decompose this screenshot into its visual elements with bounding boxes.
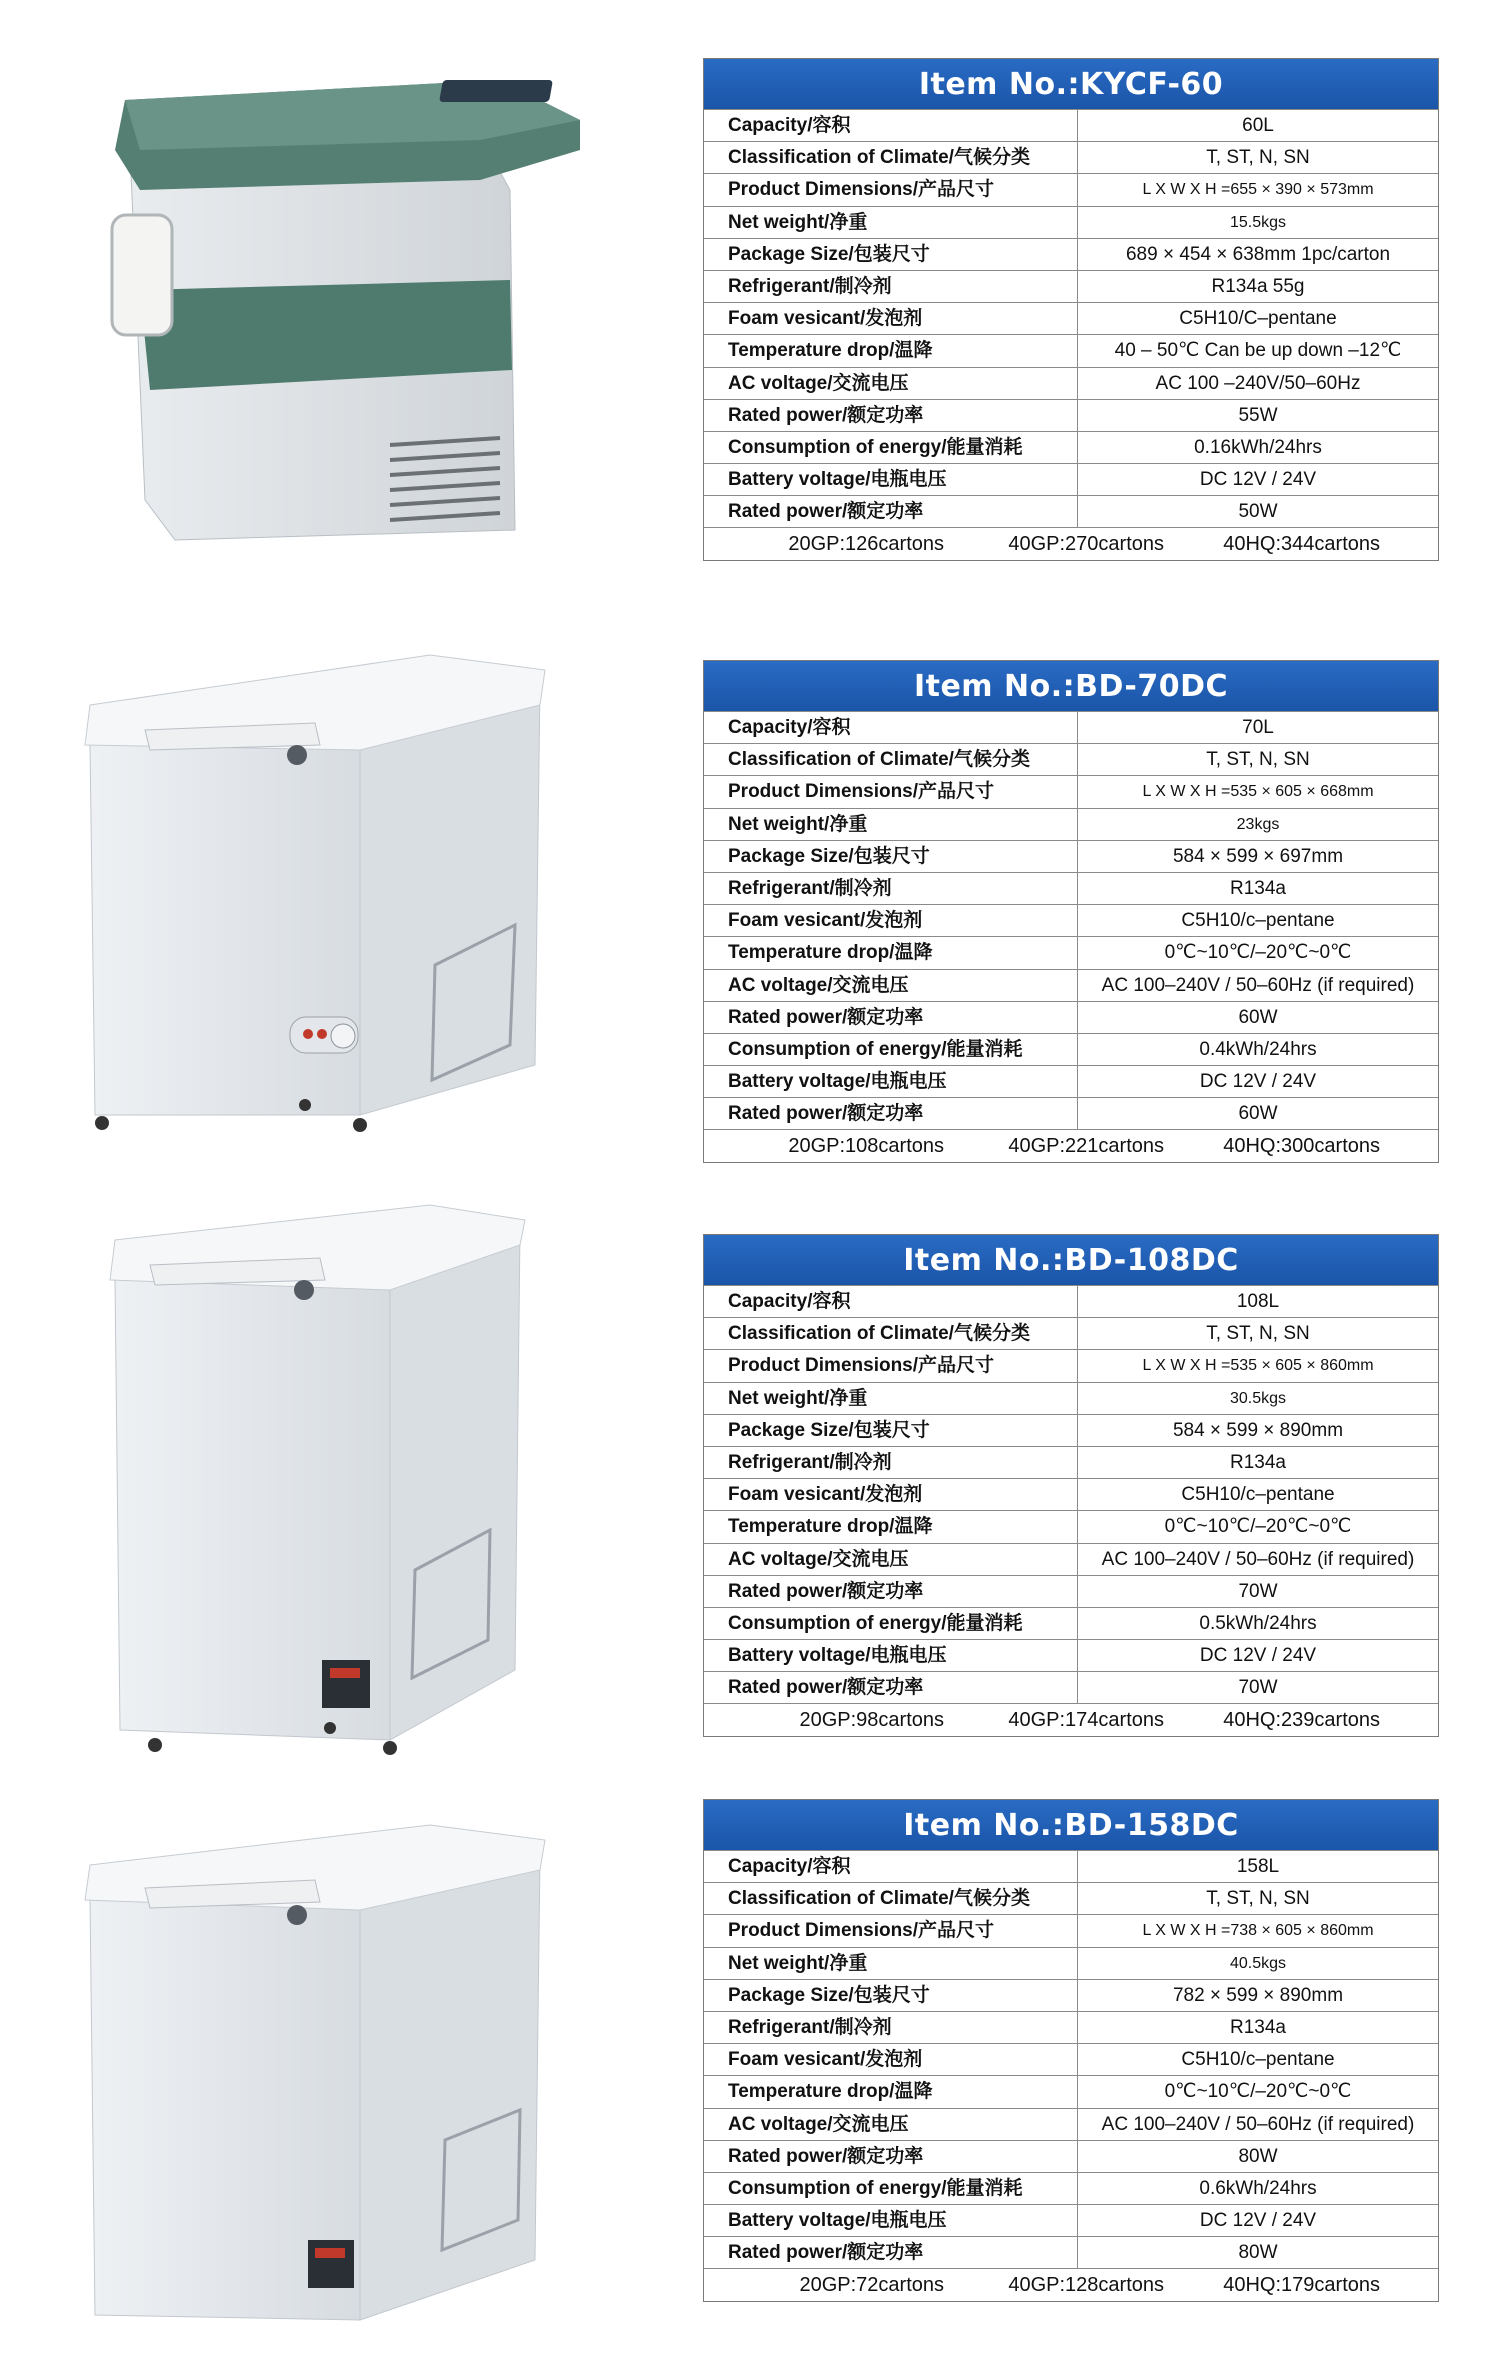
spec-row-climate: Classification of Climate/气候分类 T, ST, N, SN (704, 743, 1438, 775)
spec-row-refrigerant: Refrigerant/制冷剂 R134a 55g (704, 270, 1438, 302)
spec-row-climate: Classification of Climate/气候分类 T, ST, N, SN (704, 1882, 1438, 1914)
spec-row-rated-power: Rated power/额定功率 55W (704, 399, 1438, 431)
spec-row-climate: Classification of Climate/气候分类 T, ST, N, SN (704, 1317, 1438, 1349)
spec-row-rated-power-dc: Rated power/额定功率 70W (704, 1671, 1438, 1703)
product-image-bd-70dc (60, 645, 580, 1165)
spec-row-package-size: Package Size/包装尺寸 584 × 599 × 890mm (704, 1414, 1438, 1446)
spec-container-row: 20GP:126cartons 40GP:270cartons 40HQ:344cartons (704, 527, 1438, 560)
spec-row-energy: Consumption of energy/能量消耗 0.6kWh/24hrs (704, 2172, 1438, 2204)
spec-row-rated-power: Rated power/额定功率 80W (704, 2140, 1438, 2172)
spec-row-capacity: Capacity/容积 108L (704, 1285, 1438, 1317)
spec-row-battery-voltage: Battery voltage/电瓶电压 DC 12V / 24V (704, 1639, 1438, 1671)
product-image-bd-108dc (60, 1200, 580, 1780)
spec-row-net-weight: Net weight/净重 30.5kgs (704, 1382, 1438, 1414)
spec-row-rated-power: Rated power/额定功率 60W (704, 1001, 1438, 1033)
spec-row-package-size: Package Size/包装尺寸 584 × 599 × 697mm (704, 840, 1438, 872)
product-image-kycf-60 (60, 40, 580, 560)
spec-row-capacity: Capacity/容积 158L (704, 1850, 1438, 1882)
spec-table-kycf-60 (703, 58, 1439, 561)
spec-row-temperature: Temperature drop/温降 0℃~10℃/–20℃~0℃ (704, 2075, 1438, 2107)
spec-table-bd-108dc (703, 1234, 1439, 1737)
spec-table-bd-70dc (703, 660, 1439, 1163)
spec-row-foam: Foam vesicant/发泡剂 C5H10/c–pentane (704, 2043, 1438, 2075)
spec-row-net-weight: Net weight/净重 40.5kgs (704, 1947, 1438, 1979)
spec-row-foam: Foam vesicant/发泡剂 C5H10/C–pentane (704, 302, 1438, 334)
spec-row-dimensions: Product Dimensions/产品尺寸 L X W X H =655 × 390 × 573mm (704, 173, 1438, 205)
spec-row-climate: Classification of Climate/气候分类 T, ST, N, SN (704, 141, 1438, 173)
spec-row-capacity: Capacity/容积 60L (704, 109, 1438, 141)
spec-table-title: Item No.:BD-108DC (704, 1235, 1438, 1285)
spec-row-refrigerant: Refrigerant/制冷剂 R134a (704, 1446, 1438, 1478)
spec-row-ac-voltage: AC voltage/交流电压 AC 100–240V / 50–60Hz (if required) (704, 1543, 1438, 1575)
spec-row-battery-voltage: Battery voltage/电瓶电压 DC 12V / 24V (704, 1065, 1438, 1097)
spec-container-row: 20GP:72cartons 40GP:128cartons 40HQ:179cartons (704, 2268, 1438, 2301)
spec-row-dimensions: Product Dimensions/产品尺寸 L X W X H =535 × 605 × 668mm (704, 775, 1438, 807)
spec-row-foam: Foam vesicant/发泡剂 C5H10/c–pentane (704, 904, 1438, 936)
spec-table-title: Item No.:KYCF-60 (704, 59, 1438, 109)
spec-row-capacity: Capacity/容积 70L (704, 711, 1438, 743)
spec-row-foam: Foam vesicant/发泡剂 C5H10/c–pentane (704, 1478, 1438, 1510)
spec-row-temperature: Temperature drop/温降 0℃~10℃/–20℃~0℃ (704, 936, 1438, 968)
spec-row-battery-voltage: Battery voltage/电瓶电压 DC 12V / 24V (704, 2204, 1438, 2236)
spec-row-rated-power-dc: Rated power/额定功率 60W (704, 1097, 1438, 1129)
spec-row-battery-voltage: Battery voltage/电瓶电压 DC 12V / 24V (704, 463, 1438, 495)
spec-row-net-weight: Net weight/净重 15.5kgs (704, 206, 1438, 238)
spec-row-temperature: Temperature drop/温降 40 – 50℃ Can be up down –12℃ (704, 334, 1438, 366)
spec-row-refrigerant: Refrigerant/制冷剂 R134a (704, 872, 1438, 904)
spec-row-ac-voltage: AC voltage/交流电压 AC 100 –240V/50–60Hz (704, 367, 1438, 399)
spec-row-dimensions: Product Dimensions/产品尺寸 L X W X H =535 × 605 × 860mm (704, 1349, 1438, 1381)
spec-container-row: 20GP:108cartons 40GP:221cartons 40HQ:300cartons (704, 1129, 1438, 1162)
spec-table-title: Item No.:BD-70DC (704, 661, 1438, 711)
spec-row-net-weight: Net weight/净重 23kgs (704, 808, 1438, 840)
spec-row-package-size: Package Size/包装尺寸 689 × 454 × 638mm 1pc/carton (704, 238, 1438, 270)
spec-row-rated-power-dc: Rated power/额定功率 80W (704, 2236, 1438, 2268)
spec-row-dimensions: Product Dimensions/产品尺寸 L X W X H =738 × 605 × 860mm (704, 1914, 1438, 1946)
spec-container-row: 20GP:98cartons 40GP:174cartons 40HQ:239cartons (704, 1703, 1438, 1736)
spec-row-energy: Consumption of energy/能量消耗 0.16kWh/24hrs (704, 431, 1438, 463)
spec-table-bd-158dc (703, 1799, 1439, 2302)
spec-row-package-size: Package Size/包装尺寸 782 × 599 × 890mm (704, 1979, 1438, 2011)
spec-row-energy: Consumption of energy/能量消耗 0.5kWh/24hrs (704, 1607, 1438, 1639)
spec-table-title: Item No.:BD-158DC (704, 1800, 1438, 1850)
product-image-bd-158dc (60, 1820, 580, 2340)
spec-row-temperature: Temperature drop/温降 0℃~10℃/–20℃~0℃ (704, 1510, 1438, 1542)
spec-row-energy: Consumption of energy/能量消耗 0.4kWh/24hrs (704, 1033, 1438, 1065)
spec-row-ac-voltage: AC voltage/交流电压 AC 100–240V / 50–60Hz (if required) (704, 2108, 1438, 2140)
spec-row-rated-power-dc: Rated power/额定功率 50W (704, 495, 1438, 527)
spec-row-ac-voltage: AC voltage/交流电压 AC 100–240V / 50–60Hz (if required) (704, 969, 1438, 1001)
spec-row-rated-power: Rated power/额定功率 70W (704, 1575, 1438, 1607)
spec-row-refrigerant: Refrigerant/制冷剂 R134a (704, 2011, 1438, 2043)
